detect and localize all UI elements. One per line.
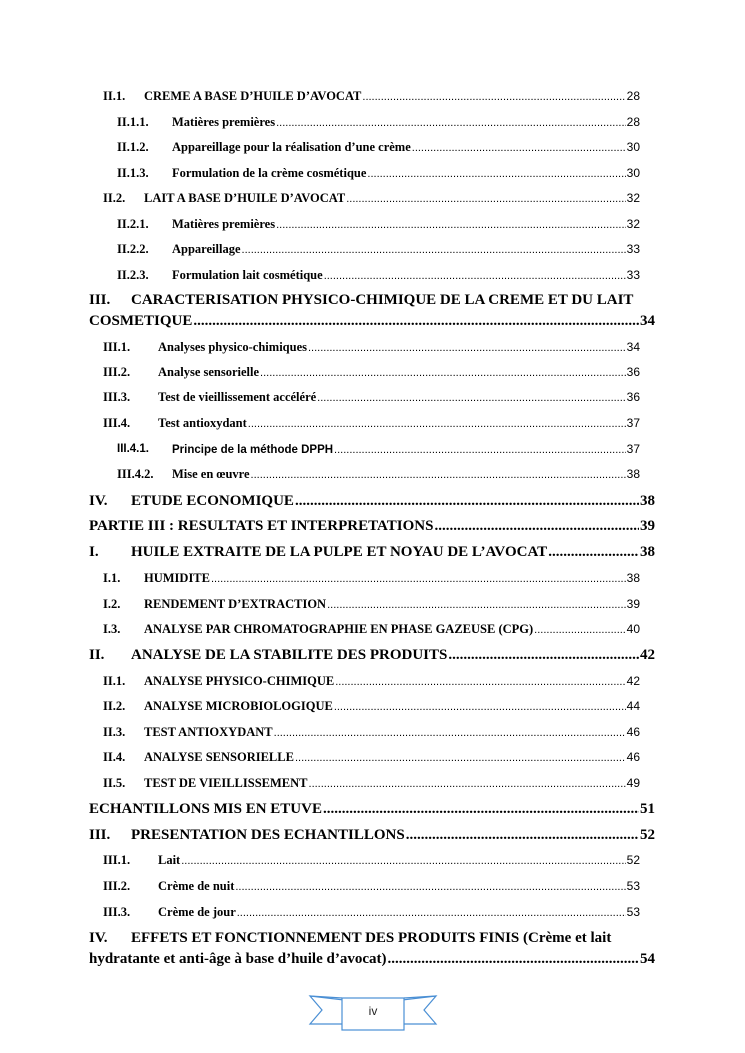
toc-entry-page: 53 — [626, 905, 640, 919]
toc-entry-page: 38 — [626, 467, 640, 481]
toc-entry-page: 38 — [640, 544, 655, 560]
toc-entry-page: 44 — [626, 699, 640, 713]
toc-entry-number: I.1. — [103, 571, 121, 585]
toc-entry-number: III.3. — [103, 905, 131, 919]
toc-leader-dots — [367, 168, 625, 180]
toc-entry-title-continued: hydratante et anti-âge à base d’huile d’avocat) — [89, 951, 387, 967]
toc-leader-dots — [295, 752, 626, 764]
toc-entry-page: 28 — [626, 89, 640, 103]
toc-leader-dots — [251, 469, 626, 481]
toc-leader-dots — [327, 599, 626, 611]
toc-entry-title: TEST DE VIEILLISSEMENT — [144, 776, 308, 790]
toc-leader-dots — [323, 801, 639, 818]
toc-leader-dots — [346, 193, 625, 205]
toc-entry-page: 34 — [640, 313, 655, 329]
toc-entry-page: 38 — [626, 571, 640, 585]
toc-entry-number: II. — [89, 647, 105, 663]
toc-entry-number: III.3. — [103, 390, 131, 404]
toc-entry-title: Matières premières — [172, 115, 276, 129]
toc-entry-title: ECHANTILLONS MIS EN ETUVE — [89, 801, 322, 817]
toc-entry-number: III.1. — [103, 340, 131, 354]
toc-entry-number: II.2.2. — [117, 242, 149, 256]
toc-entry-page: 52 — [626, 853, 640, 867]
toc-entry-title: Appareillage pour la réalisation d’une crème — [172, 140, 411, 154]
toc-entry-title: Principe de la méthode DPPH — [172, 444, 334, 456]
toc-entry-page: 42 — [626, 674, 640, 688]
toc-entry-page: 28 — [626, 115, 640, 129]
toc-entry-number: II.2. — [103, 699, 126, 713]
toc-entry-title: EFFETS ET FONCTIONNEMENT DES PRODUITS FINIS (Crème et lait — [131, 930, 612, 946]
toc-entry-title: HUMIDITE — [144, 571, 210, 585]
toc-leader-dots — [235, 881, 625, 893]
toc-entry-page: 33 — [626, 268, 640, 282]
toc-leader-dots — [387, 951, 639, 968]
toc-entry-title: PARTIE III : RESULTATS ET INTERPRETATIONS — [89, 518, 434, 534]
toc-entry-number: II.2.1. — [117, 217, 149, 231]
toc-entry-number: III. — [89, 827, 111, 843]
toc-entry-title: Appareillage — [172, 242, 241, 256]
toc-entry-page: 30 — [626, 166, 640, 180]
toc-entry-number: III.4. — [103, 416, 131, 430]
toc-leader-dots — [335, 676, 625, 688]
toc-entry-page: 34 — [626, 340, 640, 354]
toc-leader-dots — [534, 624, 625, 636]
toc-entry-number: I. — [89, 544, 99, 560]
toc-entry-title: ANALYSE PHYSICO-CHIMIQUE — [144, 674, 335, 688]
toc-entry-title: RENDEMENT D’EXTRACTION — [144, 597, 327, 611]
toc-entry-title: TEST ANTIOXYDANT — [144, 725, 273, 739]
toc-leader-dots — [434, 518, 639, 535]
toc-entry-number: III.4.1. — [117, 443, 149, 455]
toc-entry-title: Formulation lait cosmétique — [172, 268, 323, 282]
toc-entry-title: Mise en œuvre — [172, 467, 250, 481]
toc-entry-number: II.5. — [103, 776, 126, 790]
toc-leader-dots — [248, 418, 626, 430]
toc-entry-page: 37 — [626, 442, 640, 456]
toc-leader-dots — [362, 91, 625, 103]
toc-leader-dots — [548, 544, 639, 561]
toc-entry-page: 37 — [626, 416, 640, 430]
toc-leader-dots — [317, 392, 625, 404]
toc-entry-number: III.2. — [103, 365, 131, 379]
toc-entry-page: 46 — [626, 725, 640, 739]
toc-entry-page: 32 — [626, 217, 640, 231]
toc-entry-title: PRESENTATION DES ECHANTILLONS — [131, 827, 405, 843]
toc-entry-title: ANALYSE MICROBIOLOGIQUE — [144, 699, 333, 713]
page-number-ribbon — [308, 994, 438, 1034]
toc-entry-title: Analyses physico-chimiques — [158, 340, 307, 354]
toc-entry-number: II.1.2. — [117, 140, 149, 154]
toc-entry-page: 46 — [626, 750, 640, 764]
toc-entry-page: 42 — [640, 647, 655, 663]
toc-entry-number: II.3. — [103, 725, 126, 739]
toc-entry-title: ANALYSE DE LA STABILITE DES PRODUITS — [131, 647, 448, 663]
toc-entry-page: 39 — [640, 518, 655, 534]
toc-leader-dots — [308, 342, 626, 354]
toc-entry-number: IV. — [89, 930, 108, 946]
toc-entry-page: 36 — [626, 365, 640, 379]
toc-entry-number: II.1.3. — [117, 166, 149, 180]
toc-entry-title: HUILE EXTRAITE DE LA PULPE ET NOYAU DE L’AVOCAT — [131, 544, 548, 560]
toc-leader-dots — [260, 367, 626, 379]
toc-entry-title: Test de vieillissement accéléré — [158, 390, 317, 404]
toc-entry-number: II.2. — [103, 191, 126, 205]
toc-entry-page: 54 — [640, 951, 655, 967]
toc-entry-title: Lait — [158, 853, 181, 867]
toc-entry-page: 32 — [626, 191, 640, 205]
toc-leader-dots — [334, 701, 626, 713]
toc-entry-title-continued: COSMETIQUE — [89, 313, 193, 329]
toc-entry-title: Formulation de la crème cosmétique — [172, 166, 367, 180]
toc-entry-page: 38 — [640, 493, 655, 509]
toc-entry-number: IV. — [89, 493, 108, 509]
toc-entry-title: LAIT A BASE D’HUILE D’AVOCAT — [144, 191, 346, 205]
toc-leader-dots — [295, 493, 639, 510]
toc-entry-number: II.1. — [103, 674, 126, 688]
toc-entry-page: 52 — [640, 827, 655, 843]
toc-entry-number: I.2. — [103, 597, 121, 611]
toc-entry-page: 30 — [626, 140, 640, 154]
toc-leader-dots — [334, 444, 626, 456]
toc-entry-page: 51 — [640, 801, 655, 817]
toc-entry-title: Crème de nuit — [158, 879, 235, 893]
toc-leader-dots — [309, 778, 626, 790]
toc-entry-number: III.4.2. — [117, 467, 154, 481]
toc-entry-number: II.1. — [103, 89, 126, 103]
toc-entry-page: 53 — [626, 879, 640, 893]
toc-entry-title: Test antioxydant — [158, 416, 247, 430]
toc-entry-number: I.3. — [103, 622, 121, 636]
toc-entry-page: 39 — [626, 597, 640, 611]
toc-entry-page: 40 — [626, 622, 640, 636]
toc-leader-dots — [242, 244, 626, 256]
toc-entry-number: III. — [89, 292, 111, 308]
toc-leader-dots — [276, 219, 626, 231]
toc-entry-page: 36 — [626, 390, 640, 404]
toc-entry-title: ANALYSE SENSORIELLE — [144, 750, 294, 764]
toc-entry-title: Analyse sensorielle — [158, 365, 260, 379]
toc-entry-title: Crème de jour — [158, 905, 236, 919]
toc-leader-dots — [276, 117, 626, 129]
toc-entry-page: 49 — [626, 776, 640, 790]
toc-entry-title: ANALYSE PAR CHROMATOGRAPHIE EN PHASE GAZEUSE (CPG) — [144, 622, 534, 636]
toc-leader-dots — [237, 907, 626, 919]
toc-leader-dots — [412, 142, 626, 154]
page-number: iv — [368, 1004, 378, 1018]
toc-entry-title: CREME A BASE D’HUILE D’AVOCAT — [144, 89, 362, 103]
toc-leader-dots — [274, 727, 626, 739]
toc-entry-number: II.4. — [103, 750, 126, 764]
toc-entry-title: CARACTERISATION PHYSICO-CHIMIQUE DE LA CREME ET DU LAIT — [131, 292, 634, 308]
toc-entry-number: II.2.3. — [117, 268, 149, 282]
toc-leader-dots — [181, 855, 625, 867]
toc-entry-title: ETUDE ECONOMIQUE — [131, 493, 294, 509]
toc-leader-dots — [211, 573, 626, 585]
toc-entry-page: 33 — [626, 242, 640, 256]
toc-leader-dots — [406, 827, 639, 844]
toc-leader-dots — [448, 647, 639, 664]
toc-entry-title: Matières premières — [172, 217, 276, 231]
toc-entry-number: III.2. — [103, 879, 131, 893]
toc-leader-dots — [193, 313, 639, 330]
toc-entry-number: II.1.1. — [117, 115, 149, 129]
toc-entry-number: III.1. — [103, 853, 131, 867]
toc-leader-dots — [324, 270, 626, 282]
